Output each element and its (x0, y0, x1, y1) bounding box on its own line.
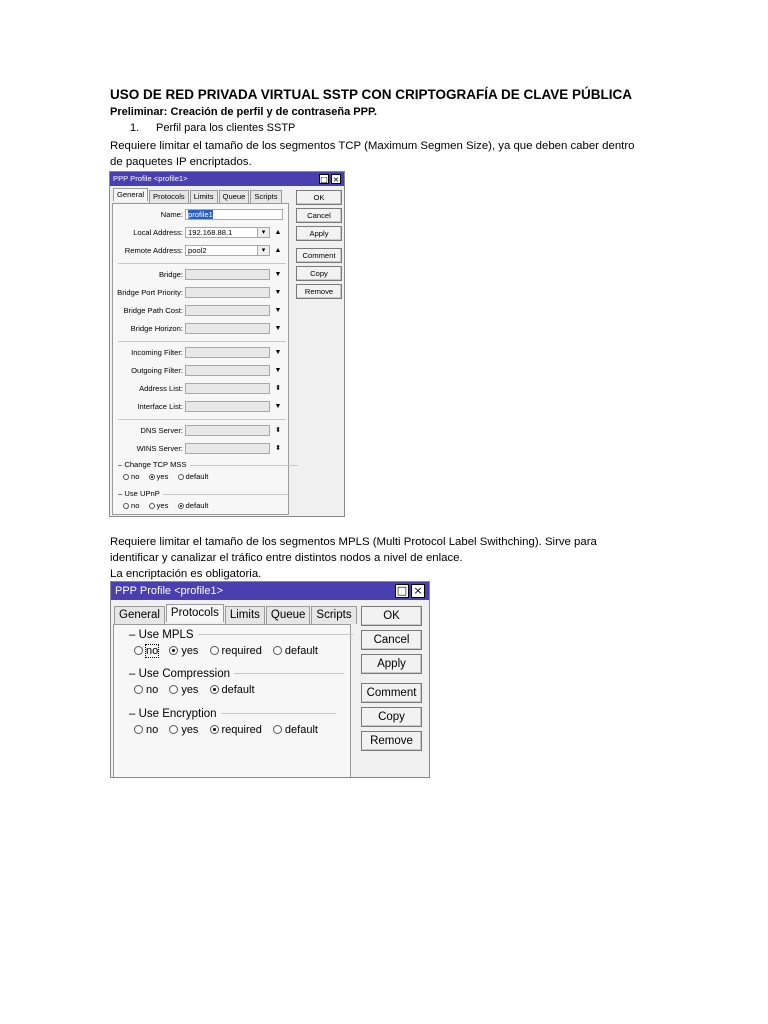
dropdown-arrow-icon[interactable]: ▼ (274, 307, 282, 314)
local-address-input[interactable]: 192.168.88.1 (185, 227, 270, 238)
comment-button[interactable]: Comment (296, 248, 342, 263)
address-list-input[interactable] (185, 383, 270, 394)
interface-list-label: Interface List: (137, 402, 183, 411)
tab-limits[interactable]: Limits (190, 190, 218, 203)
tab-scripts[interactable]: Scripts (311, 606, 356, 624)
doc-title: USO DE RED PRIVADA VIRTUAL SSTP CON CRIPTOGRAFÍA DE CLAVE PÚBLICA (110, 87, 633, 102)
radio-tcp-mss-default[interactable]: default (178, 472, 209, 481)
name-row (113, 209, 290, 221)
dropdown-arrow-icon[interactable]: ▼ (274, 367, 282, 374)
use-mpls-label: Use MPLS (138, 629, 194, 641)
dropdown-arrow-icon[interactable]: ▼ (274, 325, 282, 332)
tab-general[interactable]: General (113, 188, 148, 201)
tab-queue[interactable]: Queue (219, 190, 250, 203)
use-encryption-group: – Use Encryption (129, 708, 336, 720)
local-address-label: Local Address: (133, 228, 183, 237)
name-label: Name: (160, 210, 183, 219)
radio-encryption-no[interactable]: no (134, 724, 158, 736)
cancel-button[interactable]: Cancel (296, 208, 342, 223)
bridge-port-priority-row (113, 287, 290, 299)
doc-subtitle: Preliminar: Creación de perfil y de contraseña PPP. (110, 106, 377, 118)
radio-encryption-default[interactable]: default (273, 724, 318, 736)
apply-button[interactable]: Apply (296, 226, 342, 241)
outgoing-filter-label: Outgoing Filter: (131, 366, 183, 375)
remote-address-input[interactable]: pool2 (185, 245, 270, 256)
wins-server-label: WINS Server: (136, 444, 183, 453)
paragraph-2-line-2: identificar y canalizar el tráfico entre distintos nodos a nivel de enlace. (110, 552, 463, 564)
dropdown-arrow-icon[interactable]: ▾ (257, 228, 269, 237)
paragraph-1-line-2: de paquetes IP encriptados. (110, 156, 252, 168)
radio-mpls-required[interactable]: required (210, 645, 262, 657)
use-mpls-options (134, 645, 326, 657)
interface-list-row (113, 401, 290, 413)
use-encryption-label: Use Encryption (138, 708, 217, 720)
bridge-horizon-label: Bridge Horizon: (130, 324, 183, 333)
ppp-profile-window-general (109, 171, 345, 517)
incoming-filter-row (113, 347, 290, 359)
tab-limits[interactable]: Limits (225, 606, 265, 624)
bridge-path-cost-label: Bridge Path Cost: (123, 306, 183, 315)
window-titlebar[interactable] (111, 582, 429, 600)
use-upnp-options (123, 501, 215, 510)
dns-server-input[interactable] (185, 425, 270, 436)
tab-bar (114, 606, 358, 624)
tab-protocols[interactable]: Protocols (149, 190, 189, 203)
ppp-profile-window-protocols (110, 581, 430, 778)
tab-scripts[interactable]: Scripts (250, 190, 281, 203)
general-panel (112, 203, 289, 515)
separator (118, 419, 286, 420)
spin-arrows-icon[interactable]: ⬍ (275, 385, 281, 392)
incoming-filter-select[interactable] (185, 347, 270, 358)
use-encryption-options (134, 724, 326, 736)
close-icon[interactable]: × (332, 175, 340, 184)
tab-protocols[interactable]: Protocols (166, 604, 224, 622)
use-mpls-group: – Use MPLS (129, 629, 353, 641)
cancel-button[interactable]: Cancel (361, 630, 422, 650)
use-compression-label: Use Compression (138, 668, 230, 680)
use-compression-options (134, 684, 263, 696)
close-icon[interactable]: × (411, 584, 425, 598)
paragraph-2-line-1: Requiere limitar el tamaño de los segmentos MPLS (Multi Protocol Label Swithching). Sirve para (110, 536, 597, 548)
bridge-horizon-select[interactable] (185, 323, 270, 334)
name-input[interactable]: profile1 (185, 209, 283, 220)
use-upnp-group: – Use UPnP (118, 489, 288, 498)
list-item (130, 122, 295, 134)
move-up-icon[interactable]: ▲ (274, 229, 282, 236)
radio-mpls-yes[interactable]: yes (169, 645, 198, 657)
radio-tcp-mss-no[interactable]: no (123, 472, 139, 481)
copy-button[interactable]: Copy (361, 707, 422, 727)
outgoing-filter-select[interactable] (185, 365, 270, 376)
separator (118, 263, 286, 264)
comment-button[interactable]: Comment (361, 683, 422, 703)
change-tcp-mss-options (123, 472, 215, 481)
separator (118, 341, 286, 342)
restore-icon[interactable]: □ (396, 584, 408, 597)
radio-mpls-default[interactable]: default (273, 645, 318, 657)
radio-upnp-default[interactable]: default (178, 501, 209, 510)
paragraph-1-line-1: Requiere limitar el tamaño de los segmentos TCP (Maximum Segmen Size), ya que deben caber dentro (110, 140, 635, 152)
bridge-horizon-row (113, 323, 290, 335)
tab-queue[interactable]: Queue (266, 606, 311, 624)
radio-compression-no[interactable]: no (134, 684, 158, 696)
incoming-filter-label: Incoming Filter: (131, 348, 183, 357)
remote-address-label: Remote Address: (124, 246, 183, 255)
radio-compression-default[interactable]: default (210, 684, 255, 696)
list-number: 1. (130, 122, 140, 134)
dropdown-arrow-icon[interactable]: ▼ (274, 289, 282, 296)
wins-server-row (113, 443, 290, 455)
dns-server-label: DNS Server: (140, 426, 183, 435)
bridge-select[interactable] (185, 269, 270, 280)
use-compression-group: – Use Compression (129, 668, 344, 680)
tab-general[interactable]: General (114, 606, 165, 624)
radio-tcp-mss-yes[interactable]: yes (149, 472, 169, 481)
bridge-path-cost-row (113, 305, 290, 317)
remove-button[interactable]: Remove (296, 284, 342, 299)
address-list-row (113, 383, 290, 395)
spin-arrows-icon[interactable]: ⬍ (275, 445, 281, 452)
window-title: PPP Profile <profile1> (115, 585, 224, 597)
tab-bar (113, 190, 283, 203)
bridge-port-priority-label: Bridge Port Priority: (117, 288, 183, 297)
dropdown-arrow-icon[interactable]: ▼ (274, 349, 282, 356)
interface-list-select[interactable] (185, 401, 270, 412)
bridge-row (113, 269, 290, 281)
use-upnp-label: Use UPnP (124, 489, 160, 498)
dns-server-row (113, 425, 290, 437)
radio-upnp-yes[interactable]: yes (149, 501, 169, 510)
remote-address-row (113, 245, 290, 257)
ok-button[interactable]: OK (296, 190, 342, 205)
remove-button[interactable]: Remove (361, 731, 422, 751)
paragraph-2-line-3: La encriptación es obligatoria. (110, 568, 262, 580)
apply-button[interactable]: Apply (361, 654, 422, 674)
dropdown-arrow-icon[interactable]: ▼ (274, 271, 282, 278)
protocols-panel (113, 624, 351, 778)
copy-button[interactable]: Copy (296, 266, 342, 281)
move-up-icon[interactable]: ▲ (274, 247, 282, 254)
window-title: PPP Profile <profile1> (113, 174, 188, 183)
local-address-row (113, 227, 290, 239)
change-tcp-mss-label: Change TCP MSS (124, 460, 187, 469)
address-list-label: Address List: (139, 384, 183, 393)
change-tcp-mss-group: – Change TCP MSS (118, 460, 298, 469)
radio-encryption-required[interactable]: required (210, 724, 262, 736)
dropdown-arrow-icon[interactable]: ▾ (257, 246, 269, 255)
restore-icon[interactable]: □ (320, 175, 328, 184)
radio-upnp-no[interactable]: no (123, 501, 139, 510)
bridge-path-cost-select[interactable] (185, 305, 270, 316)
wins-server-input[interactable] (185, 443, 270, 454)
radio-encryption-yes[interactable]: yes (169, 724, 198, 736)
list-item-text: Perfil para los clientes SSTP (156, 122, 296, 134)
outgoing-filter-row (113, 365, 290, 377)
dropdown-arrow-icon[interactable]: ▼ (274, 403, 282, 410)
radio-mpls-no[interactable]: no (134, 645, 158, 657)
window-titlebar[interactable] (110, 172, 344, 186)
ok-button[interactable]: OK (361, 606, 422, 626)
bridge-label: Bridge: (158, 270, 183, 279)
spin-arrows-icon[interactable]: ⬍ (275, 427, 281, 434)
bridge-port-priority-select[interactable] (185, 287, 270, 298)
radio-compression-yes[interactable]: yes (169, 684, 198, 696)
